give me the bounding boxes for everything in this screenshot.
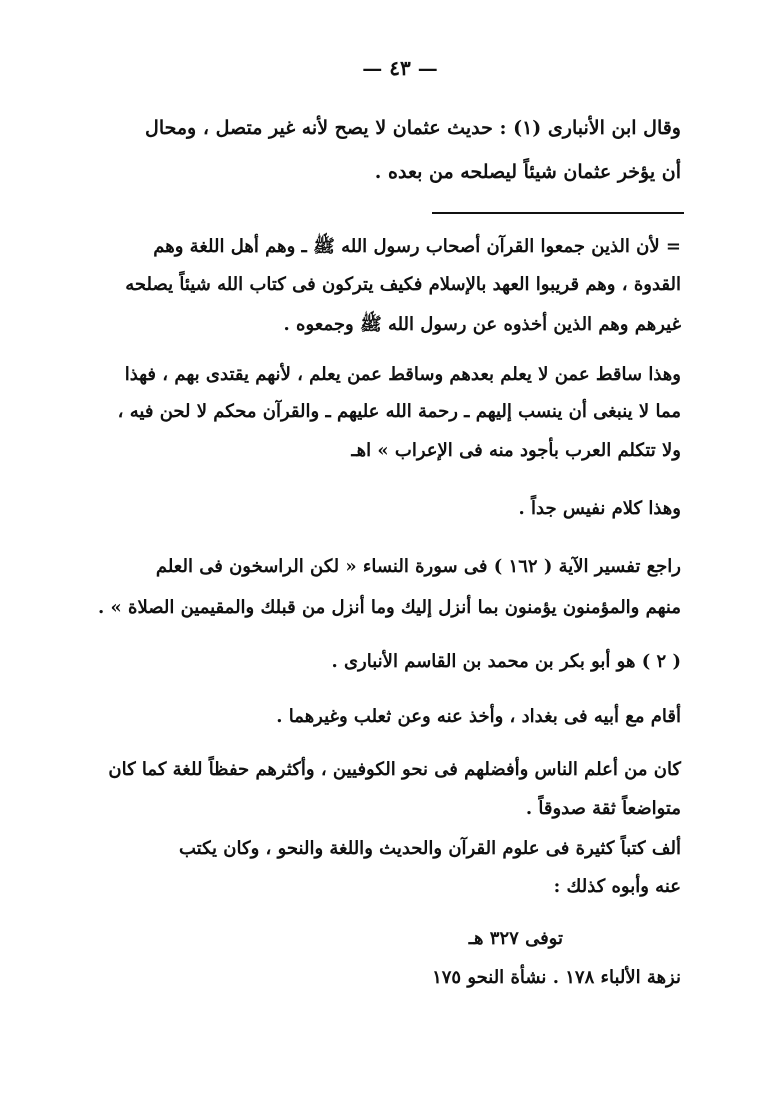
footnote-paragraph-4-line-2: منهم والمؤمنون يؤمنون بما أنزل إليك وما أنزل من قبلك والمقيمين الصلاة » .	[98, 597, 681, 618]
footnote-2: ( ٢ ) هو أبو بكر بن محمد بن القاسم الأنبارى .	[331, 651, 681, 672]
footnote-paragraph-4-line-1: راجع تفسير الآية ( ١٦٢ ) فى سورة النساء « لكن الراسخون فى العلم	[155, 556, 681, 577]
bio-line-1: أقام مع أبيه فى بغداد ، وأخذ عنه وعن ثعلب وغيرهما .	[276, 706, 681, 727]
death-date: توفى ٣٢٧ هـ	[468, 928, 563, 949]
bio-line-3: متواضعاً ثقة صدوقاً .	[525, 798, 681, 819]
page-number: — ٤٣ —	[362, 56, 438, 80]
footnote-separator	[432, 212, 684, 214]
footnote-paragraph-2-line-1: وهذا ساقط عمن لا يعلم بعدهم وساقط عمن يعلم ، لأنهم يقتدى بهم ، فهذا	[124, 364, 681, 385]
bio-line-5: عنه وأبوه كذلك :	[553, 876, 681, 897]
footnote-line-2: القدوة ، وهم قريبوا العهد بالإسلام فكيف يتركون فى كتاب الله شيئاً يصلحه	[125, 274, 681, 295]
bio-line-2: كان من أعلم الناس وأفضلهم فى نحو الكوفيين ، وأكثرهم حفظاً للغة كما كان	[108, 759, 681, 780]
footnote-paragraph-2-line-2: مما لا ينبغى أن ينسب إليهم ـ رحمة الله عليهم ـ والقرآن محكم لا لحن فيه ،	[117, 401, 681, 422]
bio-line-4: ألف كتباً كثيرة فى علوم القرآن والحديث واللغة والنحو ، وكان يكتب	[178, 838, 681, 859]
main-text-line-1: وقال ابن الأنبارى (١) : حديث عثمان لا يصح لأنه غير متصل ، ومحال	[145, 117, 681, 139]
footnote-paragraph-2-line-3: ولا تتكلم العرب بأجود منه فى الإعراب » اهـ	[351, 440, 681, 461]
main-text-line-2: أن يؤخر عثمان شيئاً ليصلحه من بعده .	[374, 161, 681, 183]
footnote-line-3: غيرهم وهم الذين أخذوه عن رسول الله ﷺ وجمعوه .	[283, 314, 681, 335]
sources-citation: نزهة الألباء ١٧٨ . نشأة النحو ١٧٥	[432, 967, 681, 988]
footnote-line-1: = لأن الذين جمعوا القرآن أصحاب رسول الله ﷺ ـ وهم أهل اللغة وهم	[153, 236, 681, 257]
footnote-paragraph-3: وهذا كلام نفيس جداً .	[518, 498, 681, 519]
